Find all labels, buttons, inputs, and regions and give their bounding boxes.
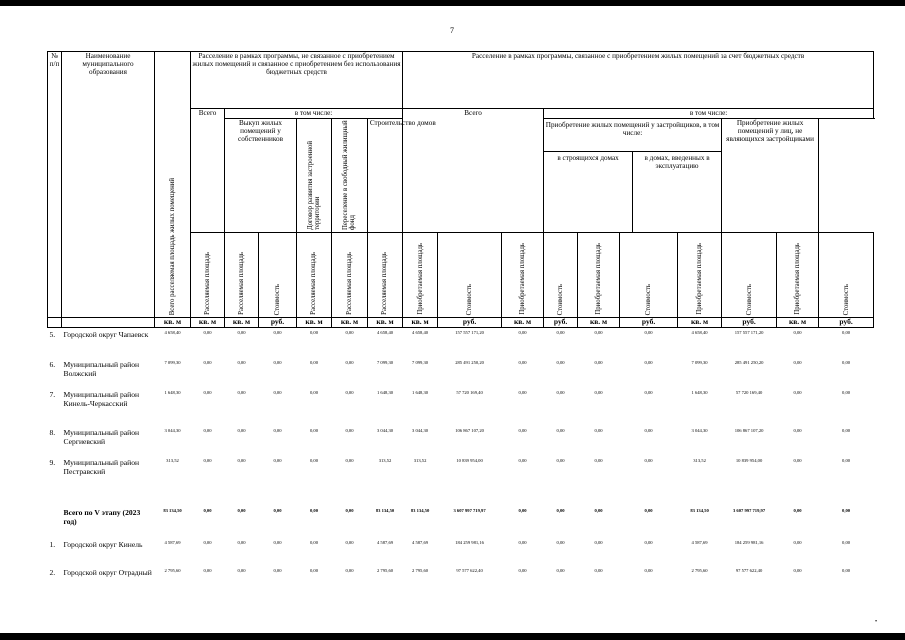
municipality-name: Муниципальный район Сергиевский bbox=[63, 427, 140, 446]
municipality-name: Всего по V этапу (2023 год) bbox=[63, 507, 141, 526]
value-cell: 0,00 bbox=[273, 330, 282, 335]
value-cell: 313,52 bbox=[693, 457, 706, 463]
value-cell: 4 658,40 bbox=[164, 330, 181, 335]
value-cell: 83 134,50 bbox=[690, 507, 709, 513]
municipality-name: Городской округ Отрадный bbox=[63, 567, 152, 577]
h-rassel-2: Расселяемая площадь bbox=[225, 233, 259, 318]
value-cell: 0,00 bbox=[273, 389, 282, 395]
scan-mark: • bbox=[875, 619, 878, 625]
value-cell: 57 720 169,40 bbox=[735, 389, 763, 395]
value-cell: 0,00 bbox=[594, 567, 603, 573]
value-cell: 4 658,40 bbox=[691, 330, 708, 335]
value-cell: 3 044,30 bbox=[164, 427, 181, 433]
vsego2-header: Всего bbox=[403, 109, 544, 233]
value-cell: 0,00 bbox=[309, 567, 319, 573]
value-cell: 0,00 bbox=[793, 330, 802, 335]
units-row bbox=[48, 318, 874, 328]
value-cell: 0,00 bbox=[518, 389, 527, 395]
group1-header: Расселение в рамках программы, не связанное с приобретением жилых помещений и связанное с приобретением без использования бюджетных средств bbox=[191, 52, 403, 109]
v-tom-chisle2-header: в том числе: bbox=[544, 109, 874, 119]
value-cell: 0,00 bbox=[842, 457, 851, 463]
priobr-lits-header: Приобретение жилых помещений у лиц, не являющихся застройщиками bbox=[722, 119, 819, 233]
value-cell: 0,00 bbox=[345, 507, 354, 513]
value-cell: 0,00 bbox=[309, 427, 319, 433]
value-cell: 0,00 bbox=[644, 359, 653, 365]
unit-cell bbox=[48, 318, 62, 328]
value-cell: 0,00 bbox=[793, 359, 802, 365]
value-cell: 0,00 bbox=[237, 359, 246, 365]
municipality-name: Городской округ Чапаевск bbox=[63, 330, 149, 339]
unit-cell: руб. bbox=[722, 318, 777, 328]
value-cell: 0,00 bbox=[556, 567, 565, 573]
value-cell: 4 658,40 bbox=[376, 330, 394, 335]
value-cell: 7 099,30 bbox=[412, 359, 429, 365]
value-cell: 0,00 bbox=[644, 567, 653, 573]
col-total-area-header: Всего расселяемая площадь жилых помещений bbox=[155, 52, 191, 318]
municipality-name: Муниципальный район Кинель-Черкасский bbox=[63, 389, 140, 408]
value-cell: 3 607 997 719,97 bbox=[732, 507, 766, 513]
value-cell: 0,00 bbox=[556, 359, 565, 365]
unit-cell: руб. bbox=[544, 318, 578, 328]
value-cell: 0,00 bbox=[793, 427, 802, 433]
value-cell: 0,00 bbox=[556, 539, 565, 545]
value-cell: 0,00 bbox=[842, 427, 851, 433]
value-cell: 106 867 107,20 bbox=[455, 427, 484, 433]
value-cell: 0,00 bbox=[203, 427, 212, 433]
municipality-name: Муниципальный район Пестравский bbox=[63, 457, 140, 476]
pereselenie-header: Переселение в свободный жилищный фонд bbox=[332, 119, 368, 233]
value-cell: 0,00 bbox=[309, 389, 319, 395]
value-cell: 3 044,30 bbox=[376, 427, 394, 433]
h-priobr-3: Приобретаемая площадь bbox=[578, 233, 620, 318]
unit-cell: кв. м bbox=[368, 318, 403, 328]
value-cell: 0,00 bbox=[644, 507, 653, 513]
col-num-header: № п/п bbox=[48, 52, 62, 318]
value-cell: 0,00 bbox=[203, 539, 212, 545]
value-cell: 285 491 250,20 bbox=[734, 359, 764, 365]
value-cell: 0,00 bbox=[594, 427, 603, 433]
value-cell: 0,00 bbox=[594, 389, 603, 395]
table-row bbox=[48, 566, 874, 594]
unit-cell: кв. м bbox=[297, 318, 332, 328]
value-cell: 0,00 bbox=[594, 507, 603, 513]
value-cell: 0,00 bbox=[594, 539, 603, 545]
value-cell: 0,00 bbox=[518, 539, 527, 545]
value-cell: 0,00 bbox=[203, 389, 212, 395]
value-cell: 157 557 171,20 bbox=[734, 330, 764, 335]
h-rassel-3: Расселяемая площадь bbox=[297, 233, 332, 318]
page-number: 7 bbox=[450, 26, 454, 35]
value-cell: 10 839 954,00 bbox=[456, 457, 483, 463]
value-cell: 0,00 bbox=[345, 457, 354, 463]
table-row bbox=[48, 328, 874, 358]
value-cell: 0,00 bbox=[273, 567, 282, 573]
v-domakh-header: в домах, введенных в эксплуатацию bbox=[644, 154, 710, 171]
row-number bbox=[48, 486, 62, 538]
value-cell: 0,00 bbox=[518, 507, 527, 513]
value-cell: 0,00 bbox=[793, 457, 802, 463]
value-cell: 0,00 bbox=[345, 539, 354, 545]
unit-cell: руб. bbox=[819, 318, 874, 328]
value-cell: 0,00 bbox=[203, 567, 212, 573]
value-cell: 0,00 bbox=[556, 457, 565, 463]
value-cell: 0,00 bbox=[793, 389, 802, 395]
municipality-name: Муниципальный район Волжский bbox=[63, 359, 140, 378]
unit-cell: кв. м bbox=[578, 318, 620, 328]
value-cell: 0,00 bbox=[273, 457, 282, 463]
row-number: 7. bbox=[49, 389, 56, 399]
row-number: 1. bbox=[49, 539, 56, 549]
value-cell: 83 134,50 bbox=[375, 507, 395, 513]
value-cell: 10 839 954,00 bbox=[735, 457, 763, 463]
value-cell: 7 099,30 bbox=[376, 359, 394, 365]
value-cell: 0,00 bbox=[644, 539, 653, 545]
h-stoim-4: Стоимость bbox=[620, 233, 678, 318]
value-cell: 4 587,69 bbox=[412, 539, 429, 545]
table-row bbox=[48, 456, 874, 486]
h-stoim-2: Стоимость bbox=[438, 233, 502, 318]
value-cell: 285 491 250,20 bbox=[455, 359, 484, 365]
value-cell: 0,00 bbox=[203, 457, 212, 463]
value-cell: 0,00 bbox=[203, 359, 212, 365]
vsego-header: Всего bbox=[191, 109, 225, 233]
value-cell: 4 587,69 bbox=[691, 539, 708, 545]
h-rassel-5: Расселяемая площадь bbox=[368, 233, 403, 318]
value-cell: 2 795,60 bbox=[691, 567, 708, 573]
value-cell: 0,00 bbox=[793, 539, 802, 545]
value-cell: 0,00 bbox=[594, 457, 603, 463]
resettlement-table bbox=[47, 51, 874, 594]
value-cell: 0,00 bbox=[644, 457, 653, 463]
value-cell: 313,52 bbox=[378, 457, 392, 463]
value-cell: 0,00 bbox=[203, 330, 212, 335]
unit-cell: руб. bbox=[438, 318, 502, 328]
value-cell: 0,00 bbox=[793, 507, 802, 513]
unit-cell: кв. м bbox=[191, 318, 225, 328]
dogovor-header: Договор развития застроенной территории bbox=[297, 119, 332, 233]
unit-cell: кв. м bbox=[777, 318, 819, 328]
value-cell: 0,00 bbox=[644, 427, 653, 433]
row-number: 9. bbox=[49, 457, 56, 467]
total-row bbox=[48, 486, 874, 538]
row-number: 2. bbox=[49, 567, 56, 577]
value-cell: 0,00 bbox=[842, 359, 851, 365]
value-cell: 0,00 bbox=[309, 330, 319, 335]
value-cell: 0,00 bbox=[309, 359, 319, 365]
value-cell: 0,00 bbox=[345, 359, 354, 365]
v-tom-chisle-header: в том числе: bbox=[225, 109, 403, 119]
value-cell: 106 867 107,20 bbox=[734, 427, 764, 433]
value-cell: 0,00 bbox=[345, 427, 354, 433]
value-cell: 0,00 bbox=[793, 567, 802, 573]
value-cell: 1 648,30 bbox=[376, 389, 394, 395]
value-cell: 0,00 bbox=[237, 567, 246, 573]
value-cell: 3 044,30 bbox=[691, 427, 708, 433]
row-number: 8. bbox=[49, 427, 56, 437]
value-cell: 0,00 bbox=[842, 567, 851, 573]
value-cell: 0,00 bbox=[237, 539, 246, 545]
h-priobr-2: Приобретаемая площадь bbox=[502, 233, 544, 318]
value-cell: 0,00 bbox=[203, 507, 212, 513]
value-cell: 0,00 bbox=[309, 457, 319, 463]
unit-cell: кв. м bbox=[502, 318, 544, 328]
h-priobr-4: Приобретаемая площадь bbox=[678, 233, 722, 318]
value-cell: 0,00 bbox=[518, 359, 527, 365]
unit-cell: кв. м bbox=[403, 318, 438, 328]
row-number: 6. bbox=[49, 359, 56, 369]
value-cell: 184 259 981,16 bbox=[734, 539, 764, 545]
priobr-zastr-header: Приобретение жилых помещений у застройщиков, в том числе: в строящихся домах в домах, введенных в эксплуатацию bbox=[544, 119, 722, 233]
unit-cell bbox=[62, 318, 155, 328]
value-cell: 0,00 bbox=[594, 359, 603, 365]
h-priobr-5: Приобретаемая площадь bbox=[777, 233, 819, 318]
value-cell: 2 795,60 bbox=[412, 567, 429, 573]
h-rassel-4: Расселяемая площадь bbox=[332, 233, 368, 318]
value-cell: 0,00 bbox=[237, 427, 246, 433]
value-cell: 2 795,60 bbox=[164, 567, 181, 573]
value-cell: 97 577 622,40 bbox=[735, 567, 763, 573]
value-cell: 83 134,50 bbox=[163, 507, 182, 513]
value-cell: 0,00 bbox=[556, 427, 565, 433]
table-row bbox=[48, 358, 874, 388]
value-cell: 0,00 bbox=[309, 539, 319, 545]
value-cell: 0,00 bbox=[237, 389, 246, 395]
table-row bbox=[48, 426, 874, 456]
value-cell: 4 658,40 bbox=[412, 330, 429, 335]
table-body bbox=[48, 328, 874, 594]
h-stoim-1: Стоимость bbox=[259, 233, 297, 318]
value-cell: 0,00 bbox=[345, 567, 354, 573]
row-number: 5. bbox=[49, 330, 56, 339]
value-cell: 57 720 169,40 bbox=[456, 389, 483, 395]
value-cell: 0,00 bbox=[594, 330, 603, 335]
value-cell: 0,00 bbox=[237, 457, 246, 463]
value-cell: 1 648,30 bbox=[412, 389, 429, 395]
value-cell: 0,00 bbox=[842, 330, 851, 335]
value-cell: 0,00 bbox=[842, 389, 851, 395]
value-cell: 4 587,69 bbox=[376, 539, 394, 545]
table-row bbox=[48, 538, 874, 566]
vykup-header: Выкуп жилых помещений у собственников bbox=[225, 119, 297, 233]
scan-top-border bbox=[0, 0, 905, 6]
unit-cell: кв. м bbox=[155, 318, 191, 328]
value-cell: 3 607 997 719,97 bbox=[453, 507, 486, 513]
value-cell: 0,00 bbox=[842, 507, 851, 513]
value-cell: 313,52 bbox=[413, 457, 427, 463]
value-cell: 0,00 bbox=[556, 330, 565, 335]
value-cell: 0,00 bbox=[644, 330, 653, 335]
value-cell: 0,00 bbox=[273, 539, 282, 545]
value-cell: 0,00 bbox=[556, 389, 565, 395]
value-cell: 1 648,30 bbox=[691, 389, 708, 395]
value-cell: 0,00 bbox=[345, 389, 354, 395]
h-priobr-1: Приобретаемая площадь bbox=[403, 233, 438, 318]
unit-cell: кв. м bbox=[678, 318, 722, 328]
value-cell: 4 587,69 bbox=[164, 539, 181, 545]
value-cell: 2 795,60 bbox=[376, 567, 394, 573]
value-cell: 0,00 bbox=[842, 539, 851, 545]
value-cell: 1 648,30 bbox=[164, 389, 181, 395]
value-cell: 157 557 171,20 bbox=[455, 330, 484, 335]
unit-cell: кв. м bbox=[332, 318, 368, 328]
value-cell: 0,00 bbox=[273, 359, 282, 365]
h-stoim-6: Стоимость bbox=[819, 233, 874, 318]
value-cell: 0,00 bbox=[518, 427, 527, 433]
value-cell: 0,00 bbox=[237, 330, 246, 335]
value-cell: 0,00 bbox=[237, 507, 246, 513]
value-cell: 0,00 bbox=[518, 330, 527, 335]
municipality-name: Городской округ Кинель bbox=[63, 539, 143, 549]
unit-cell: кв. м bbox=[225, 318, 259, 328]
value-cell: 0,00 bbox=[273, 507, 282, 513]
table-row bbox=[48, 388, 874, 426]
value-cell: 0,00 bbox=[518, 457, 527, 463]
value-cell: 7 099,30 bbox=[691, 359, 708, 365]
value-cell: 313,52 bbox=[166, 457, 179, 463]
col-name-header: Наименование муниципального образования bbox=[62, 52, 155, 318]
value-cell: 97 577 622,40 bbox=[456, 567, 483, 573]
value-cell: 83 134,50 bbox=[410, 507, 430, 513]
value-cell: 184 259 981,16 bbox=[455, 539, 484, 545]
value-cell: 0,00 bbox=[309, 507, 319, 513]
h-stoim-3: Стоимость bbox=[544, 233, 578, 318]
h-stoim-5: Стоимость bbox=[722, 233, 777, 318]
value-cell: 3 044,30 bbox=[412, 427, 429, 433]
unit-cell: руб. bbox=[259, 318, 297, 328]
h-rassel-1: Расселяемая площадь bbox=[191, 233, 225, 318]
scan-bottom-border bbox=[0, 633, 905, 640]
value-cell: 0,00 bbox=[345, 330, 354, 335]
stroitelstvo-header: Строительство домов bbox=[368, 119, 438, 233]
group2-header: Расселение в рамках программы, связанное с приобретением жилых помещений за счет бюджетных средств bbox=[403, 52, 874, 109]
unit-cell: руб. bbox=[620, 318, 678, 328]
value-cell: 0,00 bbox=[518, 567, 527, 573]
value-cell: 7 099,30 bbox=[164, 359, 181, 365]
v-stroyashchikhsya-header: в строящихся домах bbox=[544, 152, 633, 232]
value-cell: 0,00 bbox=[556, 507, 565, 513]
value-cell: 0,00 bbox=[273, 427, 282, 433]
value-cell: 0,00 bbox=[644, 389, 653, 395]
